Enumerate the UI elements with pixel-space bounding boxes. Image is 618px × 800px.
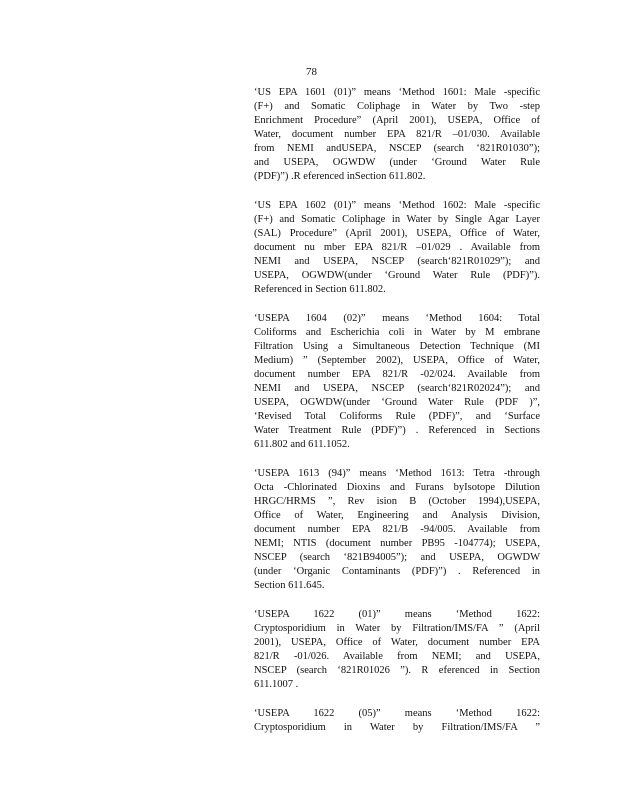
text-line: Coliforms and Escherichia coli in Water by M embrane: [254, 327, 540, 338]
text-line: Office of Water, Engineering and Analysis Division,: [254, 510, 540, 521]
text-line: (SAL) Procedure” (April 2001), USEPA, Office of Water,: [254, 228, 540, 239]
text-line: ‘USEPA 1604 (02)” means ‘Method 1604: Total: [254, 313, 540, 324]
text-line: (PDF)”) .R eferenced inSection 611.802.: [254, 171, 426, 182]
text-line: HRGC/HRMS ”, Rev ision B (October 1994),USEPA,: [254, 496, 540, 507]
text-line: (F+) and Somatic Coliphage in Water by Single Agar Layer: [254, 214, 540, 225]
text-line: 821/R -01/026. Available from NEMI; and USEPA,: [254, 651, 540, 662]
text-line: Cryptosporidium in Water by Filtration/IMS/FA ” (April: [254, 623, 540, 634]
page-number: 78: [306, 66, 317, 78]
text-line: document number EPA 821/B -94/005. Available from: [254, 524, 540, 535]
text-line: ‘USEPA 1613 (94)” means ‘Method 1613: Tetra -through: [254, 468, 540, 479]
text-line: (F+) and Somatic Coliphage in Water by Two -step: [254, 101, 540, 112]
text-line: Water, document number EPA 821/R –01/030. Available: [254, 129, 540, 140]
text-line: 2001), USEPA, Office of Water, document number EPA: [254, 637, 540, 648]
text-line: and USEPA, OGWDW (under ‘Ground Water Rule: [254, 157, 540, 168]
text-line: 611.1007 .: [254, 679, 299, 690]
text-line: Referenced in Section 611.802.: [254, 284, 386, 295]
document-body: [254, 86, 540, 750]
definition-usepa-1613: [254, 467, 540, 593]
text-line: Cryptosporidium in Water by Filtration/IMS/FA ”: [254, 722, 540, 733]
text-line: ‘US EPA 1602 (01)” means ‘Method 1602: Male -specific: [254, 200, 540, 211]
text-line: document nu mber EPA 821/R –01/029 . Available from: [254, 242, 540, 253]
text-line: Octa -Chlorinated Dioxins and Furans byIsotope Dilution: [254, 482, 540, 493]
definition-usepa-1622-05: [254, 707, 540, 735]
text-line: ‘USEPA 1622 (05)” means ‘Method 1622:: [254, 708, 540, 719]
text-line: NEMI; NTIS (document number PB95 -104774); USEPA,: [254, 538, 540, 549]
definition-usepa-1622-01: [254, 608, 540, 692]
text-line: Water Treatment Rule (PDF)”) . Referenced in Sections: [254, 425, 540, 436]
text-line: from NEMI andUSEPA, NSCEP (search ‘821R01030”);: [254, 143, 540, 154]
text-line: Medium) ” (September 2002), USEPA, Office of Water,: [254, 355, 540, 366]
definition-usepa-1601: [254, 86, 540, 184]
text-line: USEPA, OGWDW(under ‘Ground Water Rule (PDF)”).: [254, 270, 540, 281]
text-line: Enrichment Procedure” (April 2001), USEPA, Office of: [254, 115, 540, 126]
text-line: document number EPA 821/R -02/024. Available from: [254, 369, 540, 380]
definition-usepa-1602: [254, 199, 540, 297]
text-line: (under ‘Organic Contaminants (PDF)”) . Referenced in: [254, 566, 540, 577]
text-line: ‘US EPA 1601 (01)” means ‘Method 1601: Male -specific: [254, 87, 540, 98]
text-line: Section 611.645.: [254, 580, 325, 591]
text-line: ‘USEPA 1622 (01)” means ‘Method 1622:: [254, 609, 540, 620]
text-line: NSCEP (search ‘821R01026 ”). R eferenced in Section: [254, 665, 540, 676]
text-line: NEMI and USEPA, NSCEP (search‘821R01029”); and: [254, 256, 540, 267]
definition-usepa-1604: [254, 312, 540, 452]
text-line: ‘Revised Total Coliforms Rule (PDF)”, and ‘Surface: [254, 411, 540, 422]
text-line: 611.802 and 611.1052.: [254, 439, 350, 450]
text-line: USEPA, OGWDW(under ‘Ground Water Rule (PDF )”,: [254, 397, 540, 408]
text-line: Filtration Using a Simultaneous Detection Technique (MI: [254, 341, 540, 352]
text-line: NEMI and USEPA, NSCEP (search‘821R02024”); and: [254, 383, 540, 394]
text-line: NSCEP (search ‘821B94005”); and USEPA, OGWDW: [254, 552, 540, 563]
